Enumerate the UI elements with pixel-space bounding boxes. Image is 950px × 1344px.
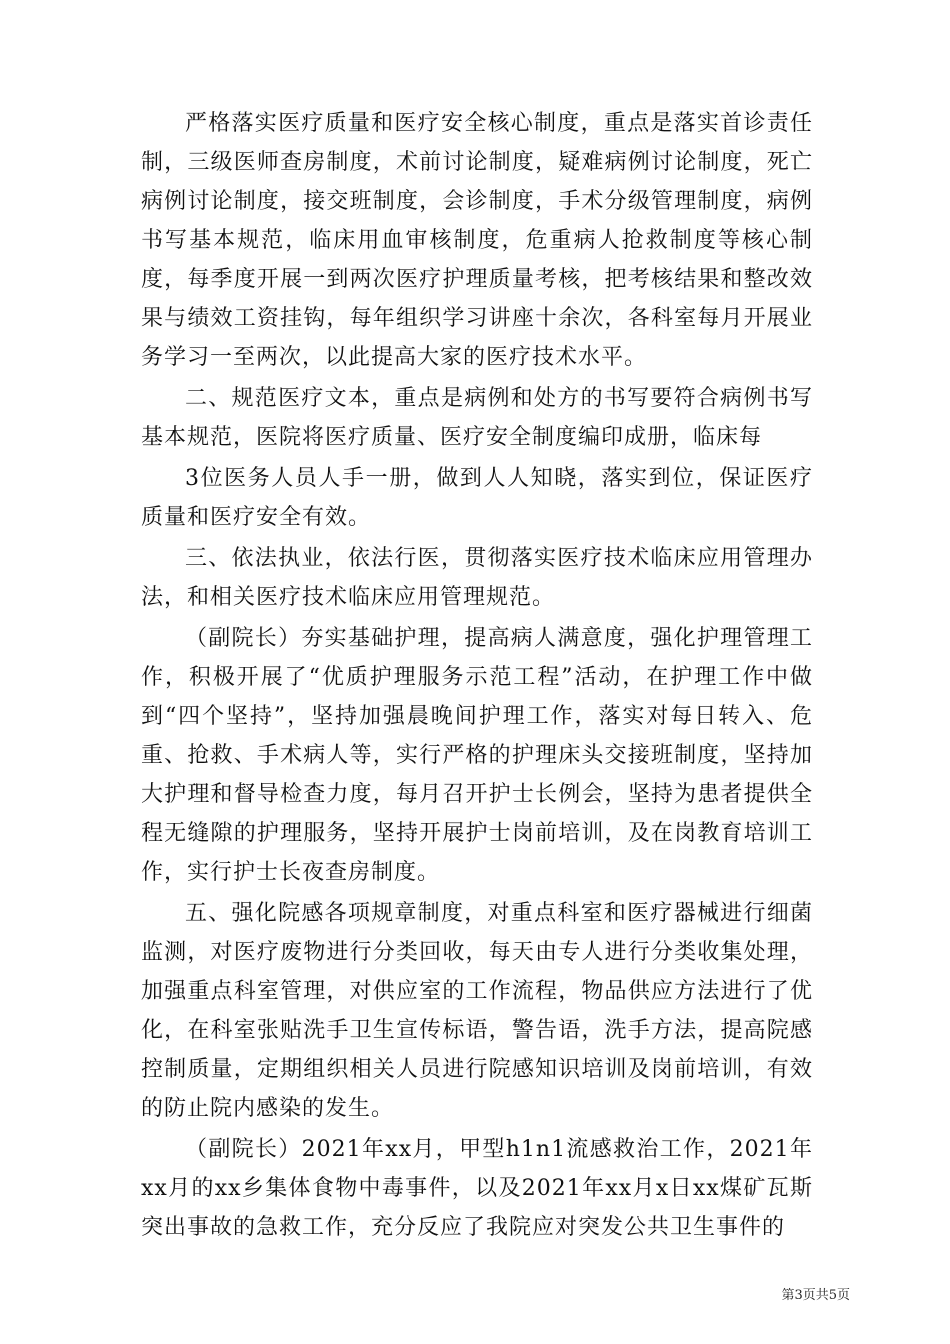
- paragraph-emergency-response: （副院长）2021年xx月，甲型h1n1流感救治工作，2021年xx月的xx乡集体食物中毒事件，以及2021年xx月x日xx煤矿瓦斯突出事故的急救工作，充分反应了我院应对突发公共卫生事件的: [141, 1137, 813, 1240]
- paragraph-legal-practice: 三、依法执业，依法行医，贯彻落实医疗技术临床应用管理办法，和相关医疗技术临床应用管理规范。: [141, 546, 813, 610]
- page-number: 第3页共5页: [781, 1288, 850, 1303]
- paragraph-infection-control: 五、强化院感各项规章制度，对重点科室和医疗器械进行细菌监测，对医疗废物进行分类回收，每天由专人进行分类收集处理，加强重点科室管理，对供应室的工作流程，物品供应方法进行了优化，在科室张贴洗手卫生宣传标语，警告语，洗手方法，提高院感控制质量，定期组织相关人员进行院感知识培训及岗前培训，有效的防止院内感染的发生。: [141, 901, 813, 1121]
- paragraph-handbook: 3位医务人员人手一册，做到人人知晓，落实到位，保证医疗质量和医疗安全有效。: [141, 466, 813, 530]
- paragraph-core-systems: 严格落实医疗质量和医疗安全核心制度，重点是落实首诊责任制，三级医师查房制度，术前讨论制度，疑难病例讨论制度，死亡病例讨论制度，接交班制度，会诊制度，手术分级管理制度，病例书写基本规范，临床用血审核制度，危重病人抢救制度等核心制度，每季度开展一到两次医疗护理质量考核，把考核结果和整改效果与绩效工资挂钩，每年组织学习讲座十余次，各科室每月开展业务学习一至两次，以此提高大家的医疗技术水平。: [141, 111, 813, 370]
- document-body: [141, 104, 813, 1247]
- paragraph-nursing: （副院长）夯实基础护理，提高病人满意度，强化护理管理工作，积极开展了“优质护理服务示范工程”活动，在护理工作中做到“四个坚持”，坚持加强晨晚间护理工作，落实对每日转入、危重、抢救、手术病人等，实行严格的护理床头交接班制度，坚持加大护理和督导检查力度，每月召开护士长例会，坚持为患者提供全程无缝隙的护理服务，坚持开展护士岗前培训，及在岗教育培训工作，实行护士长夜查房制度。: [141, 626, 813, 885]
- paragraph-medical-documents: 二、规范医疗文本，重点是病例和处方的书写要符合病例书写基本规范，医院将医疗质量、医疗安全制度编印成册，临床每: [141, 386, 813, 450]
